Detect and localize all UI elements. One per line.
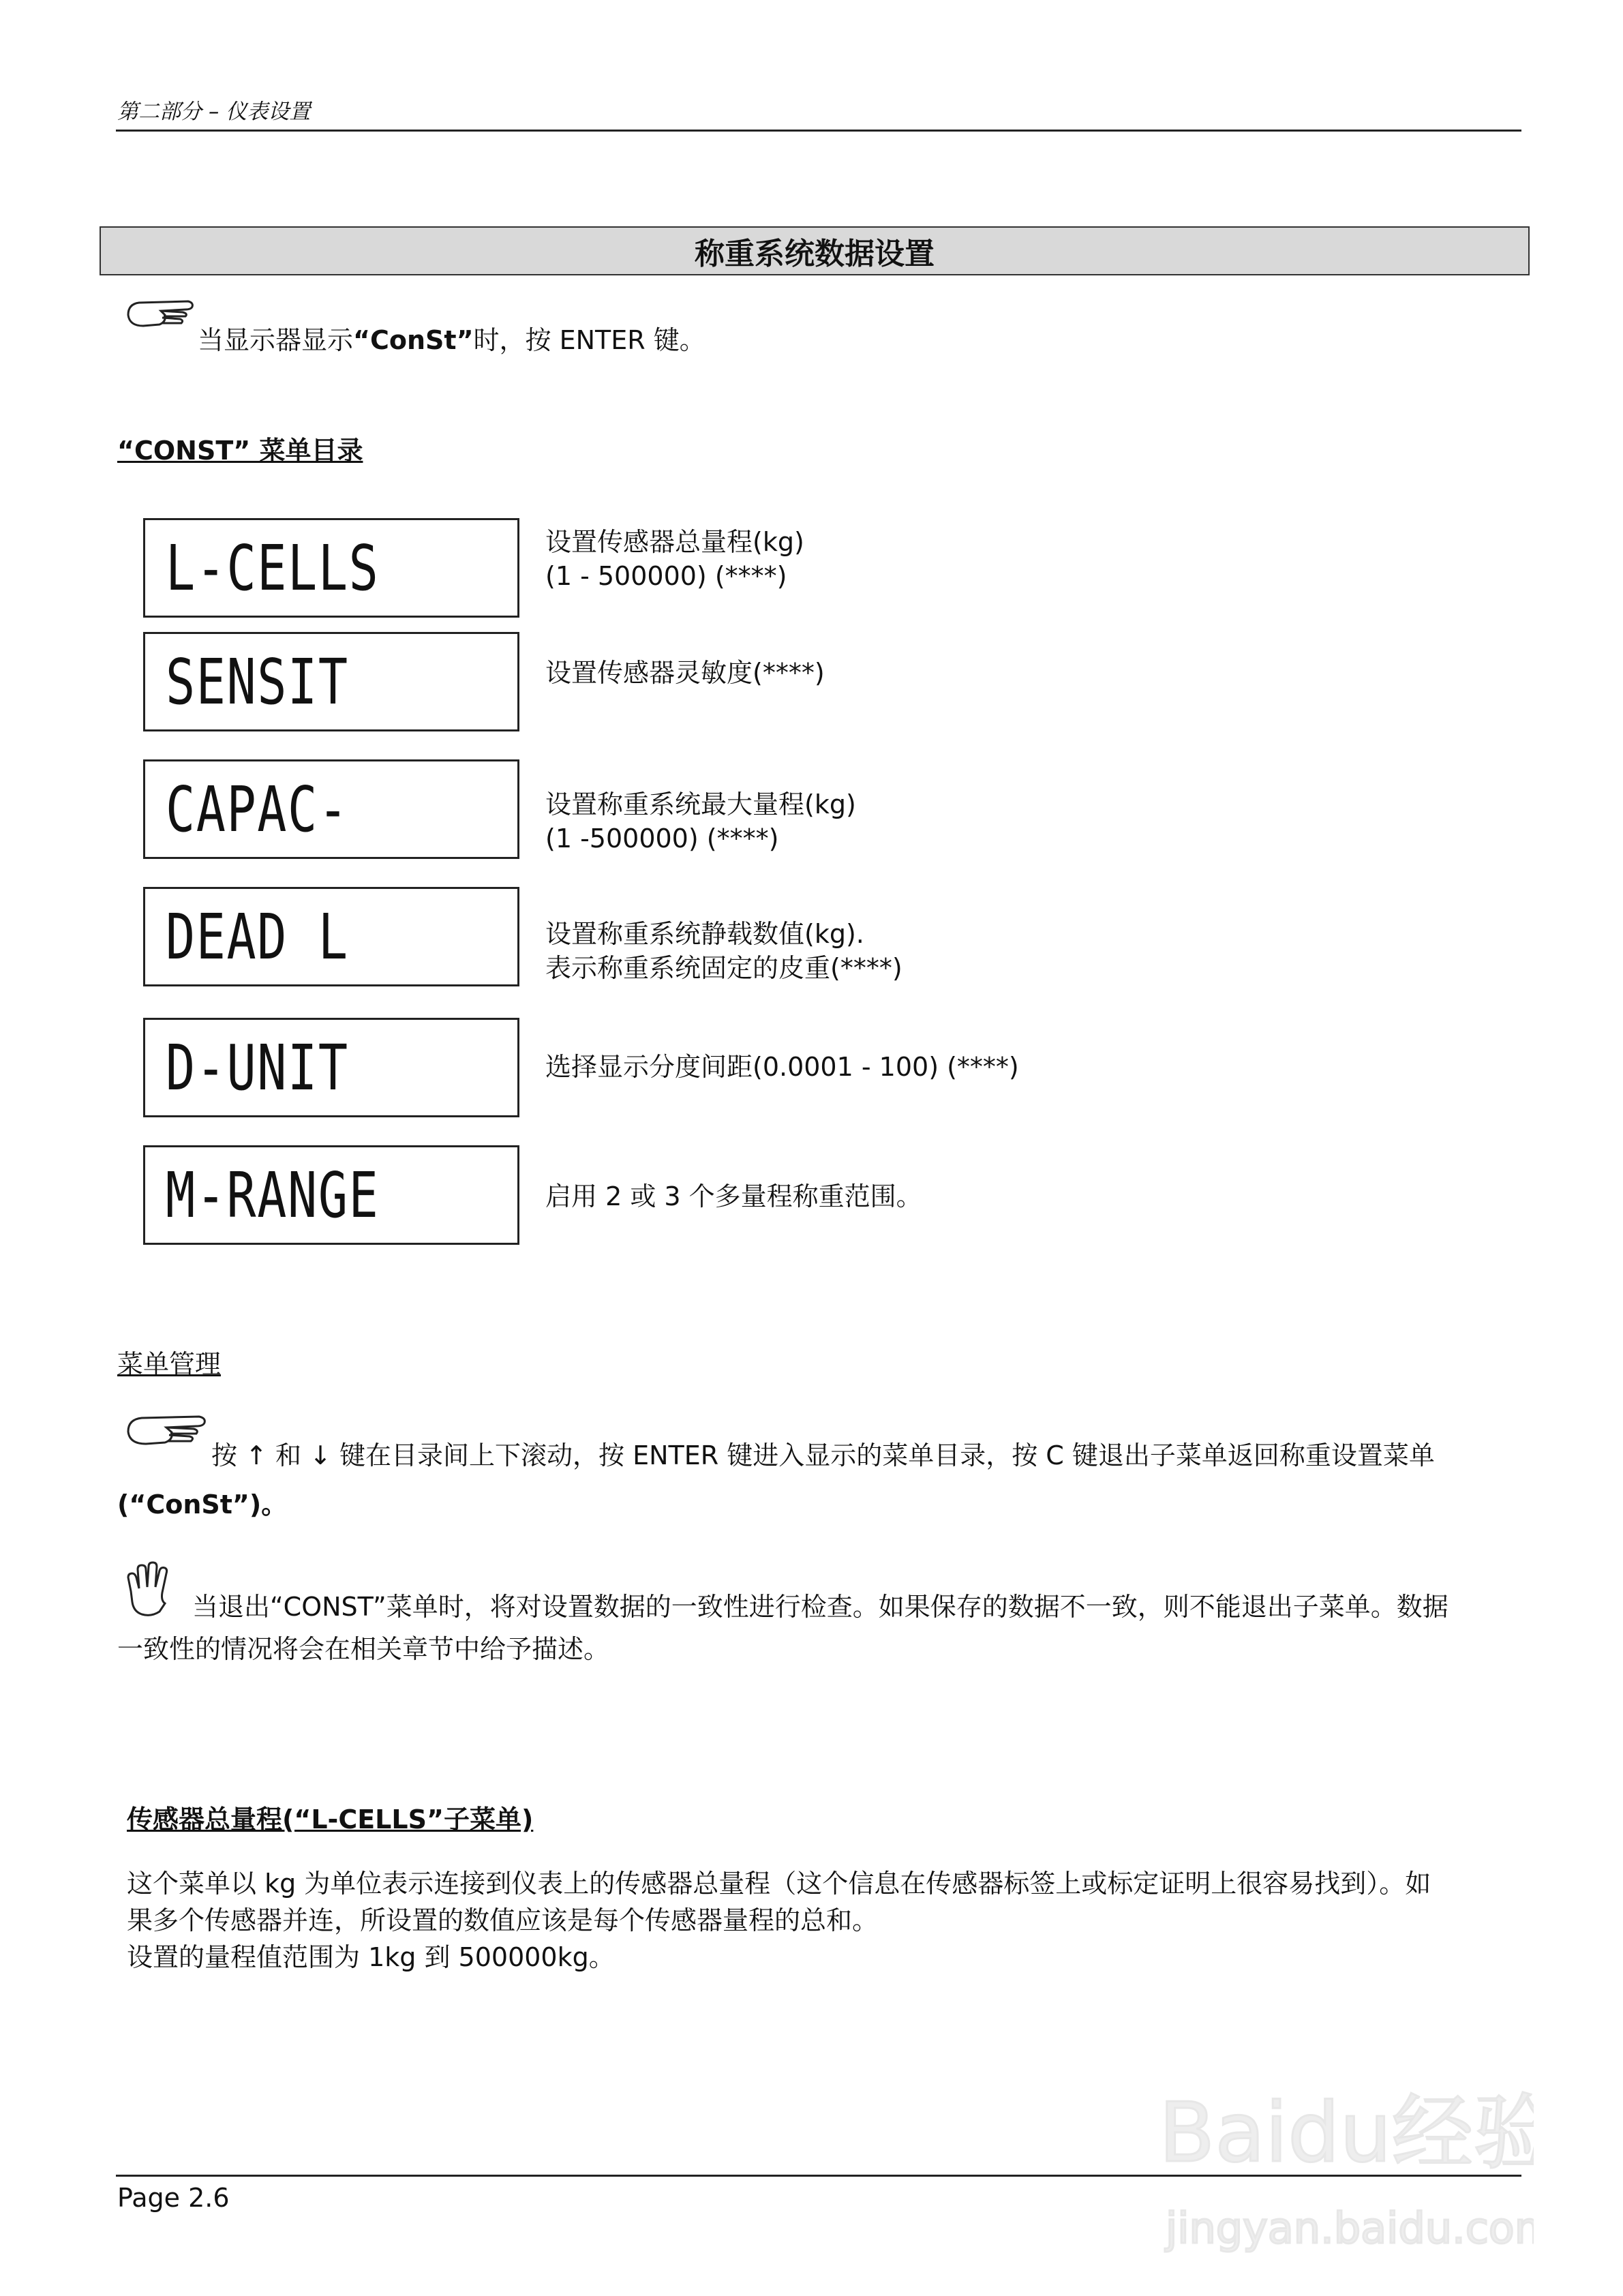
section-title (100, 226, 1530, 275)
pointing-hand-icon (123, 294, 198, 335)
intro-keyword: “ConSt” (353, 325, 474, 355)
menu-desc-m-range (545, 1179, 922, 1213)
desc-line: 设置传感器总量程(kg) (545, 527, 804, 557)
warning-line1: 当退出“CONST”菜单时，将对设置数据的一致性进行检查。如果保存的数据不一致，则不能退出子菜单。数据 (192, 1592, 1448, 1622)
lcd-text: DEAD L (166, 900, 349, 973)
lcd-text: L-CELLS (166, 531, 380, 605)
desc-line: (1 -500000) (****) (545, 824, 779, 854)
section-title-text: 称重系统数据设置 (695, 237, 935, 271)
lcells-line3: 设置的量程值范围为 1kg 到 500000kg。 (127, 1942, 615, 1972)
intro-suffix: 时，按 ENTER 键。 (473, 325, 706, 355)
desc-line: 启用 2 或 3 个多量程称重范围。 (545, 1181, 922, 1211)
desc-line: 设置传感器灵敏度(****) (545, 658, 825, 688)
warning-line2: 一致性的情况将会在相关章节中给予描述。 (117, 1634, 610, 1664)
watermark-brand: Baidu经验 (1159, 2086, 1534, 2181)
lcells-line2: 果多个传感器并连，所设置的数值应该是每个传感器量程的总和。 (127, 1905, 879, 1935)
page-number: Page 2.6 (117, 2183, 230, 2213)
lcd-text: D-UNIT (166, 1031, 349, 1104)
menu-desc-capac (545, 787, 856, 856)
lcd-text: M-RANGE (166, 1158, 380, 1232)
menu-heading: “CONST” 菜单目录 (117, 436, 363, 466)
lcd-display-sensit (143, 632, 519, 731)
desc-line: (1 - 500000) (****) (545, 561, 787, 591)
mgmt-line2: (“ConSt”)。 (117, 1490, 288, 1520)
lcells-heading: 传感器总量程(“L-CELLS”子菜单) (127, 1804, 534, 1834)
menu-desc-sensit (545, 656, 825, 690)
lcd-text: CAPAC- (166, 772, 349, 846)
mgmt-heading: 菜单管理 (117, 1349, 222, 1379)
desc-line: 表示称重系统固定的皮重(****) (545, 953, 902, 983)
baidu-watermark (1152, 2072, 1534, 2277)
lcd-display-l-cells (143, 518, 519, 618)
menu-desc-l-cells (545, 525, 804, 593)
menu-desc-dead-l (545, 917, 902, 985)
running-header: 第二部分 – 仪表设置 (117, 100, 311, 124)
menu-desc-d-unit (545, 1050, 1019, 1084)
lcells-line1: 这个菜单以 kg 为单位表示连接到仪表上的传感器总量程（这个信息在传感器标签上或标定证明上很容易找到）。如 (127, 1869, 1431, 1899)
desc-line: 选择显示分度间距(0.0001 - 100) (****) (545, 1052, 1019, 1082)
header-divider (116, 130, 1521, 132)
lcd-display-dead-l (143, 887, 519, 986)
watermark-url: jingyan.baidu.com (1166, 2203, 1534, 2253)
lcd-display-d-unit (143, 1018, 519, 1117)
intro-prefix: 当显示器显示 (198, 325, 354, 355)
desc-line: 设置称重系统最大量程(kg) (545, 789, 856, 819)
lcd-display-m-range (143, 1145, 519, 1245)
desc-line: 设置称重系统静载数值(kg). (545, 919, 864, 949)
stop-hand-icon (121, 1561, 176, 1618)
lcd-display-capac (143, 759, 519, 859)
intro-text (198, 319, 706, 357)
pointing-hand-icon (123, 1410, 211, 1455)
lcd-text: SENSIT (166, 645, 349, 719)
mgmt-line1: 按 ↑ 和 ↓ 键在目录间上下滚动，按 ENTER 键进入显示的菜单目录，按 C 键退出子菜单返回称重设置菜单 (211, 1440, 1435, 1470)
